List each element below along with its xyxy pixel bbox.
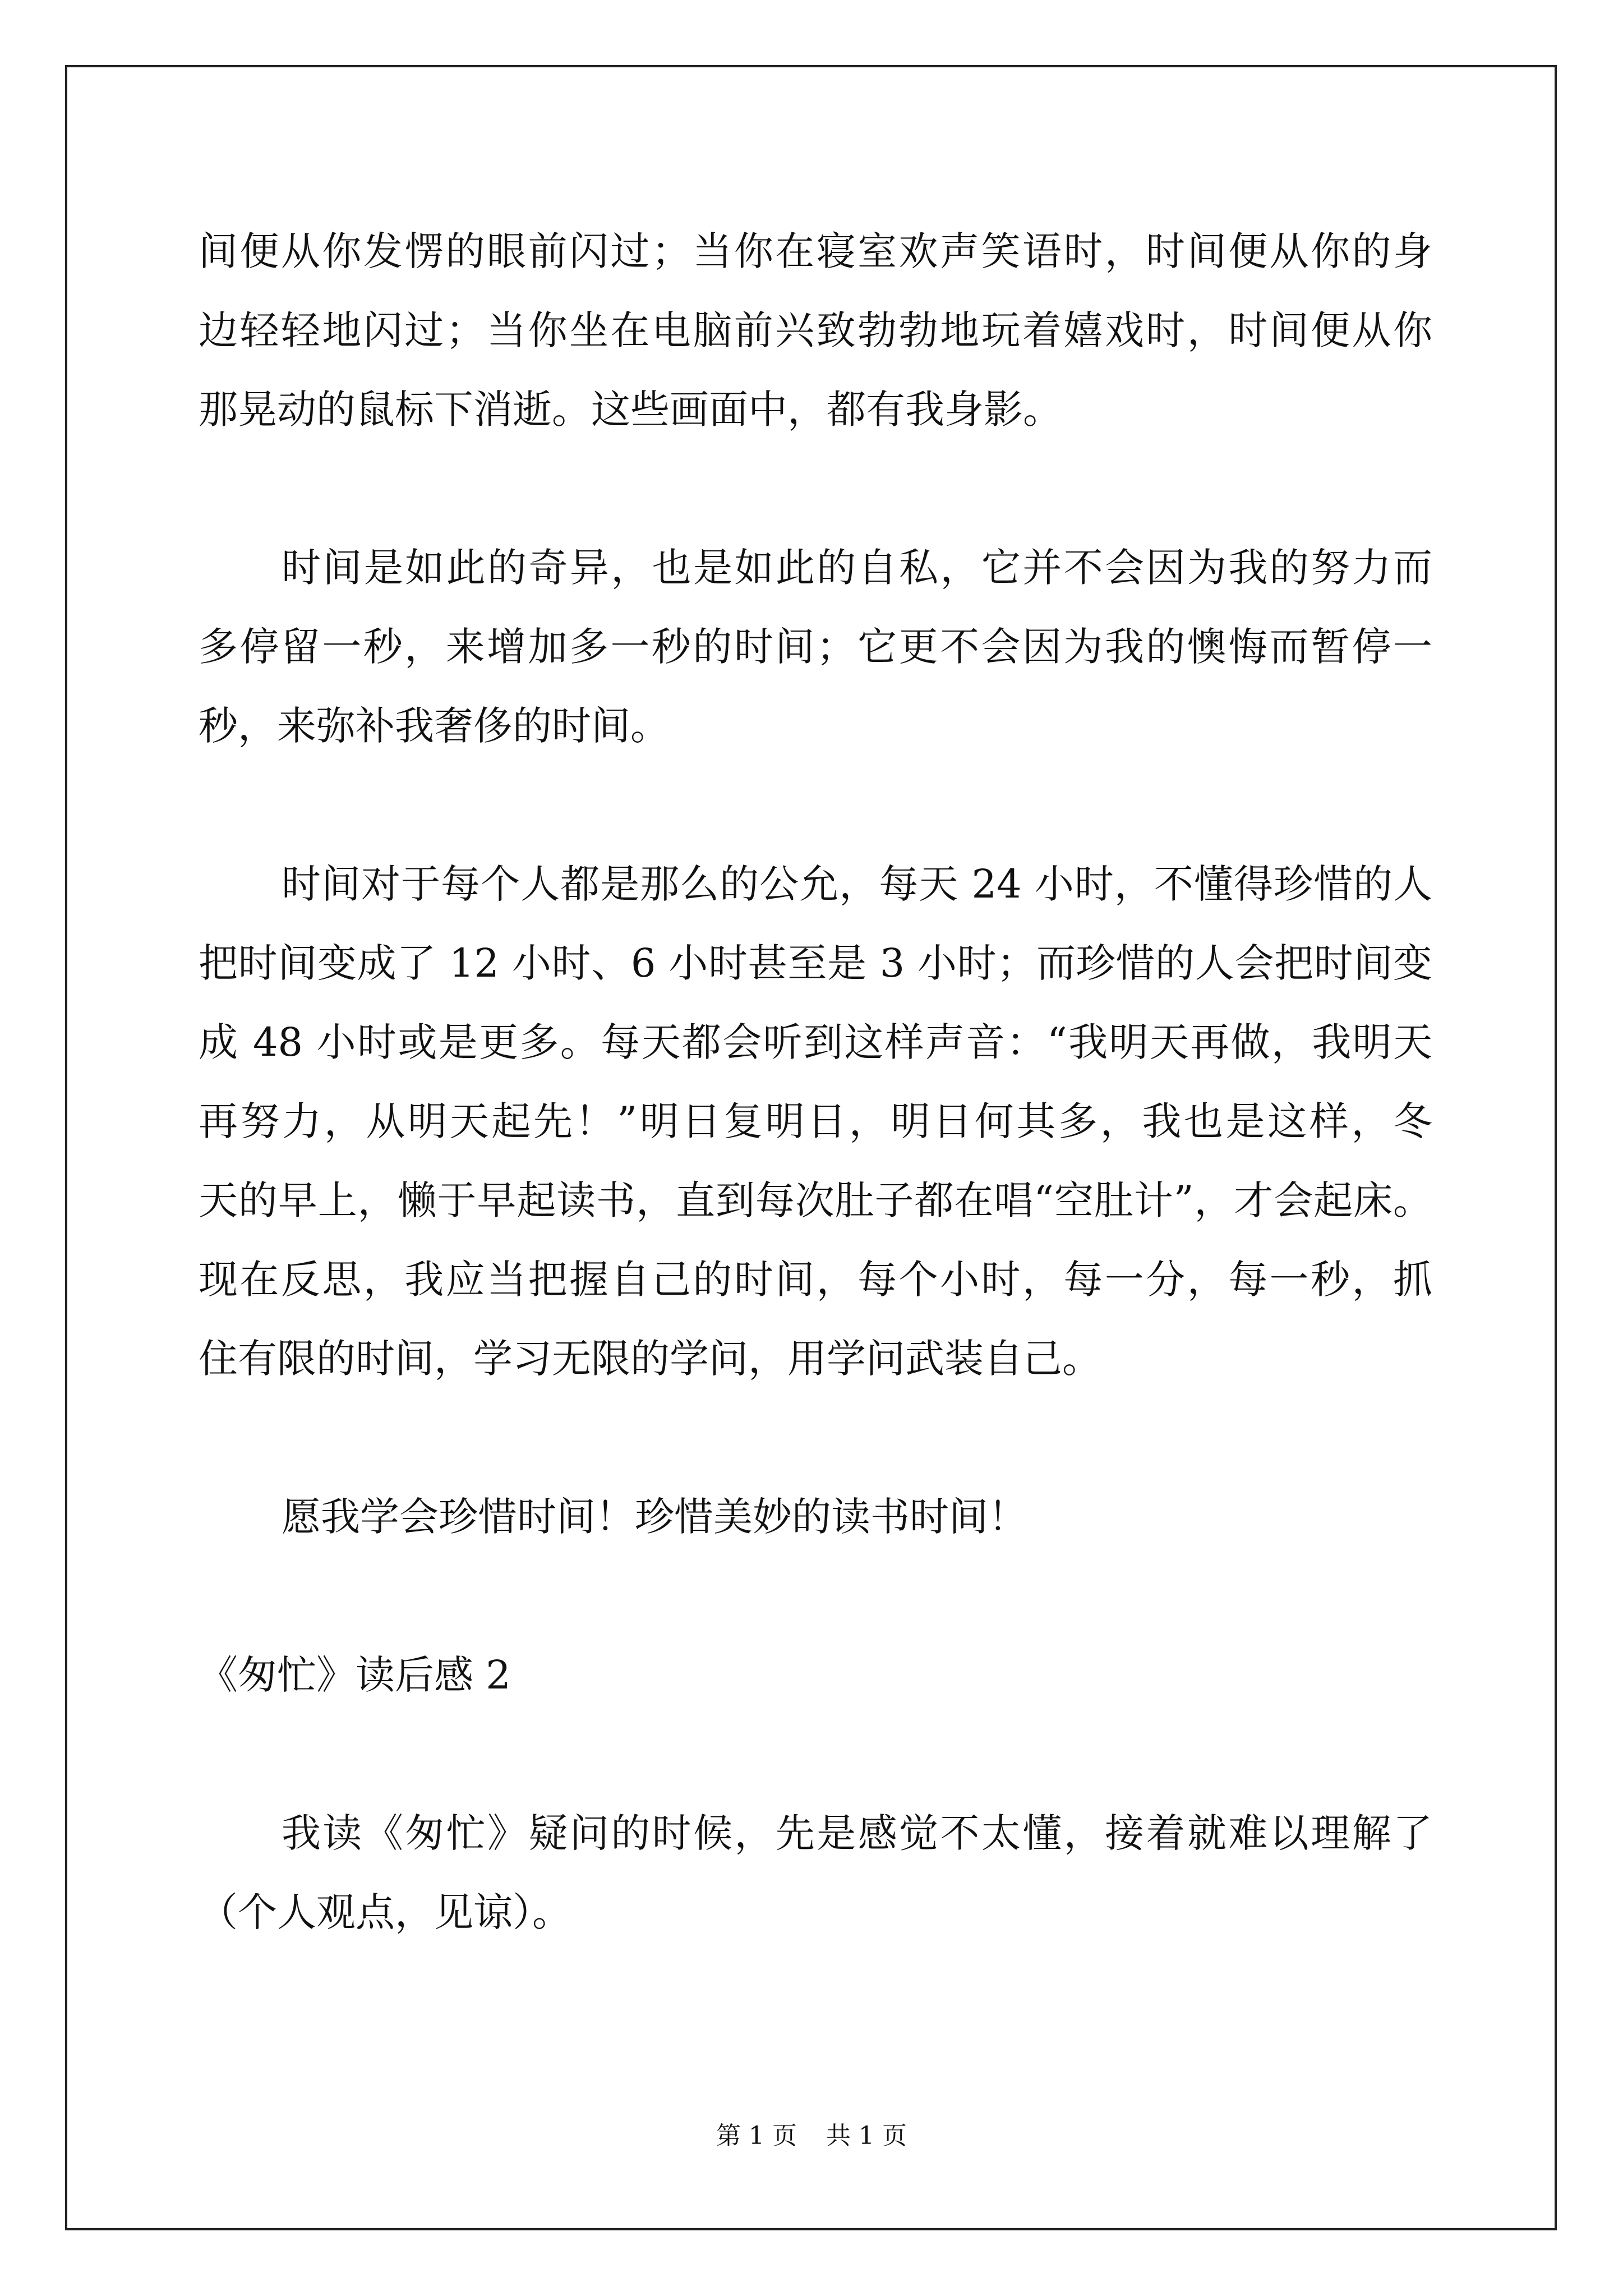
paragraph-3-line-7: 住有限的时间，学习无限的学问，用学问武装自己。 (199, 1336, 1101, 1382)
paragraph-3-line-3: 成 48 小时或是更多。每天都会听到这样声音：“我明天再做，我明天 (199, 1019, 1432, 1065)
page-footer (0, 2119, 1623, 2153)
paragraph-3-line-2: 把时间变成了 12 小时、6 小时甚至是 3 小时；而珍惜的人会把时间变 (199, 940, 1432, 986)
paragraph-5-line-1: 我读《匆忙》疑问的时候，先是感觉不太懂，接着就难以理解了 (282, 1810, 1432, 1856)
paragraph-1-line-1: 间便从你发愣的眼前闪过；当你在寝室欢声笑语时，时间便从你的身 (199, 228, 1432, 274)
paragraph-5-line-2: （个人观点，见谅）。 (199, 1889, 571, 1935)
paragraph-3-line-6: 现在反思，我应当把握自己的时间，每个小时，每一分，每一秒，抓 (199, 1257, 1432, 1303)
paragraph-1-line-2: 边轻轻地闪过；当你坐在电脑前兴致勃勃地玩着嬉戏时，时间便从你 (199, 307, 1432, 353)
page-total-label: 共 1 页 (826, 2122, 907, 2150)
section-heading: 《匆忙》读后感 2 (199, 1652, 511, 1698)
page-number-label: 第 1 页 (716, 2122, 797, 2150)
paragraph-3-line-4: 再努力，从明天起先！”明日复明日，明日何其多，我也是这样，冬 (199, 1098, 1432, 1144)
paragraph-2-line-1: 时间是如此的奇异，也是如此的自私，它并不会因为我的努力而 (282, 545, 1432, 591)
paragraph-1-line-3: 那晃动的鼠标下消逝。这些画面中，都有我身影。 (199, 386, 1062, 432)
paragraph-2-line-2: 多停留一秒，来增加多一秒的时间；它更不会因为我的懊悔而暂停一 (199, 624, 1432, 670)
paragraph-3-line-5: 天的早上，懒于早起读书，直到每次肚子都在唱“空肚计”，才会起床。 (199, 1177, 1432, 1223)
document-body (199, 212, 1432, 1952)
paragraph-3-line-1: 时间对于每个人都是那么的公允，每天 24 小时，不懂得珍惜的人 (282, 861, 1432, 907)
paragraph-2-line-3: 秒，来弥补我奢侈的时间。 (199, 703, 670, 749)
paragraph-4-line-1: 愿我学会珍惜时间！珍惜美妙的读书时间！ (282, 1494, 1027, 1540)
